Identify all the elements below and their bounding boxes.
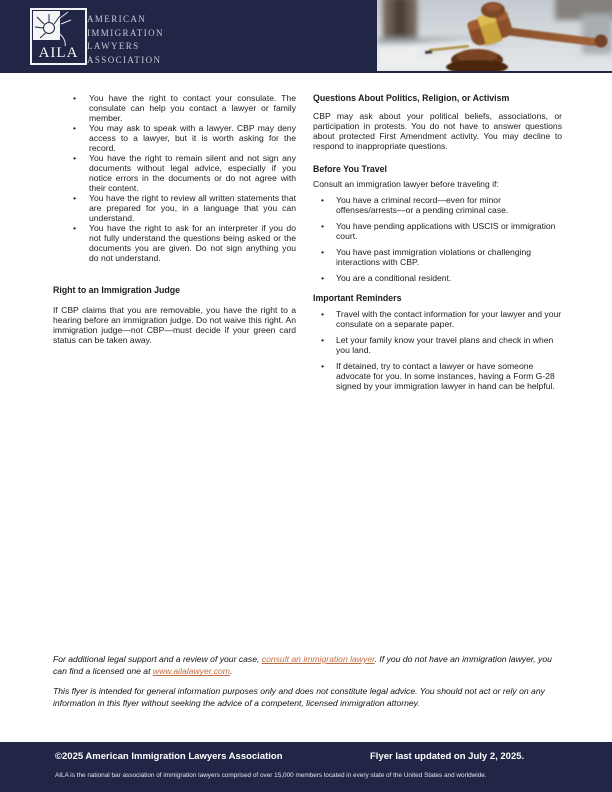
left-column [53, 93, 296, 345]
disclaimer-text: For additional legal support and a review of your case, [53, 654, 262, 664]
statue-of-liberty-icon [30, 8, 87, 65]
judge-section-heading: Right to an Immigration Judge [53, 285, 181, 295]
list-item: • You have the right to remain silent and not sign any documents without legal advice, especially if you notice errors in the documents or do not agree with their content. [53, 153, 296, 193]
gavel-photo [377, 0, 612, 71]
list-item: • You may ask to speak with a lawyer. CBP may deny access to a lawyer, but it is worth asking for the record. [53, 123, 296, 153]
svg-text:AILA: AILA [38, 45, 79, 61]
disclaimer-paragraph-2: This flyer is intended for general information purposes only and does not constitute legal advice. You should not act or rely on any information in this flyer without seeking the advice of a competent, licensed immigration attorney. [53, 685, 545, 709]
list-item: • You have the right to review all written statements that are prepared for you, in a language that you can understand. [53, 193, 296, 223]
judge-section-body: If CBP claims that you are removable, you have the right to a hearing before an immigration judge. Do not waive this right. An immigration judge—not CBP—must decide if your green card status can be taken away. [53, 305, 296, 345]
copyright-text: ©2025 American Immigration Lawyers Association [55, 751, 283, 762]
list-item: • You have the right to contact your consulate. The consulate can help you contact a lawyer or family member. [53, 93, 296, 123]
disclaimer [53, 653, 563, 710]
org-line-3: LAWYERS [87, 41, 140, 51]
list-item: • If detained, try to contact a lawyer or have someone advocate for you. In some instances, having a Form G-28 signed by your immigration lawyer in hand can be helpful. [313, 361, 562, 391]
list-item: • Let your family know your travel plans and check in when you land. [313, 335, 562, 355]
reminders-section-heading: Important Reminders [313, 293, 402, 303]
footer-bar [0, 742, 612, 792]
aila-logo [30, 8, 87, 65]
politics-section-body: CBP may ask about your political beliefs, associations, or participation in protests. You do not have to answer questions about protected First Amendment activity. You may decline to respond to inappropriate questions. [313, 111, 562, 151]
list-item: • You have pending applications with USCIS or immigration court. [313, 221, 562, 241]
right-column [313, 93, 562, 391]
header-bar [0, 0, 612, 73]
list-item: • You have past immigration violations or challenging interactions with CBP. [313, 247, 562, 267]
list-item: • You are a conditional resident. [313, 273, 562, 283]
travel-bullet-list [313, 195, 562, 283]
org-name [87, 13, 164, 67]
aila-tagline: AILA is the national bar association of immigration lawyers comprised of over 15,000 members located in every state of the United States and worldwide. [55, 772, 487, 779]
ailalawyer-link[interactable]: www.ailalawyer.com [152, 666, 230, 677]
rights-bullet-list [53, 93, 296, 263]
org-line-1: AMERICAN [87, 14, 147, 24]
list-item: • You have a criminal record—even for minor offenses/arrests—or a pending criminal case. [313, 195, 562, 215]
disclaimer-paragraph-1 [53, 653, 563, 678]
disclaimer-text: . If you do not have an immigration lawyer, you can find a licensed one at [53, 654, 552, 677]
org-line-2: IMMIGRATION [87, 27, 164, 38]
travel-section-heading: Before You Travel [313, 164, 387, 174]
last-updated-text: Flyer last updated on July 2, 2025. [370, 751, 525, 762]
travel-section-intro: Consult an immigration lawyer before traveling if: [313, 179, 499, 189]
list-item: • Travel with the contact information for your lawyer and your consulate on a separate paper. [313, 309, 562, 329]
reminders-bullet-list [313, 309, 562, 391]
org-line-4: ASSOCIATION [87, 54, 162, 65]
consult-lawyer-link[interactable]: consult an immigration lawyer [261, 654, 375, 664]
politics-section-heading: Questions About Politics, Religion, or Activism [313, 93, 510, 103]
list-item: • You have the right to ask for an interpreter if you do not fully understand the questions being asked or the documents you are given. Do not sign anything you do not understand. [53, 223, 296, 263]
disclaimer-text: . [229, 666, 233, 677]
gavel-photo-image [377, 0, 612, 71]
